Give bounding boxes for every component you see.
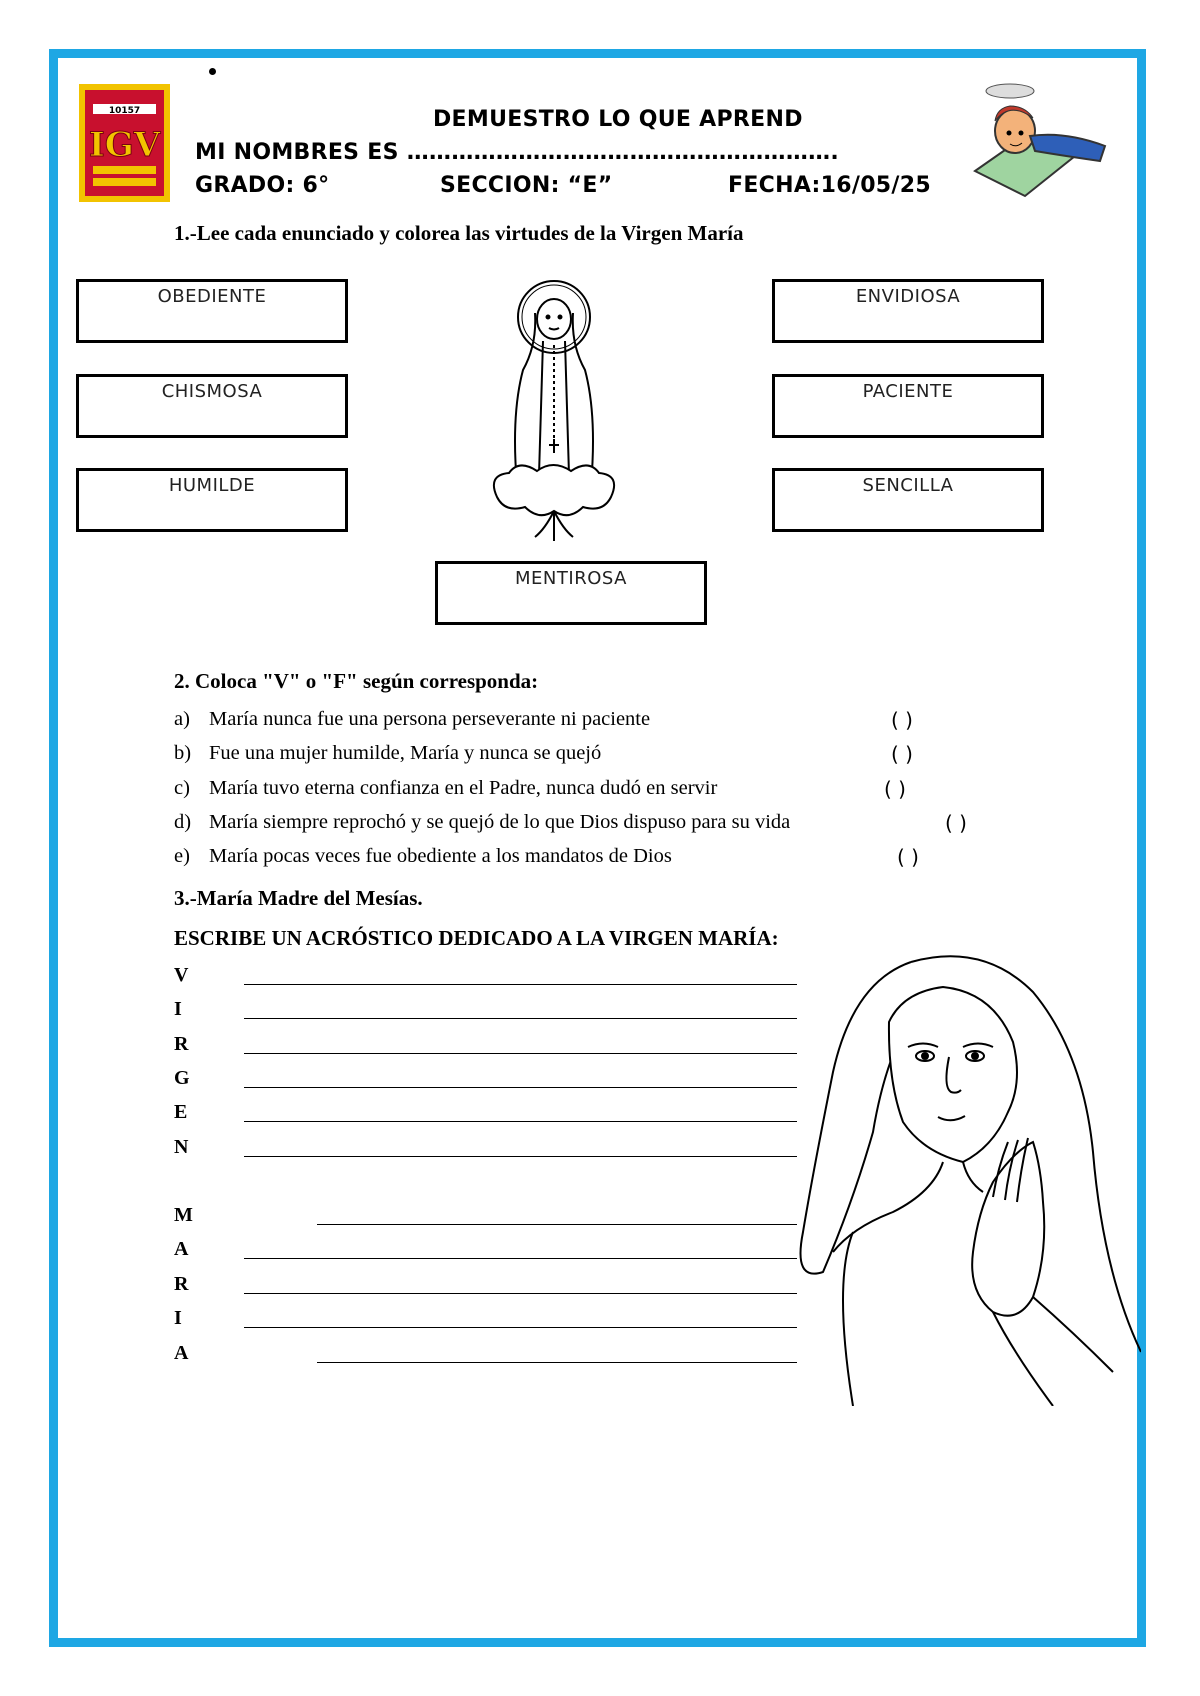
acrostic-line[interactable] (317, 1224, 797, 1225)
acrostic-line[interactable] (244, 1156, 797, 1157)
acrostic-line[interactable] (244, 1258, 797, 1259)
logo-text: IGV (88, 125, 161, 165)
question-3-title: 3.-María Madre del Mesías. (174, 886, 423, 910)
vf-letter: e) (174, 845, 190, 867)
acrostic-line[interactable] (317, 1362, 797, 1363)
virgin-mary-illustration (483, 275, 625, 547)
logo-number: 10157 (108, 106, 141, 116)
acrostic-letter: A (174, 1238, 189, 1260)
vf-letter: c) (174, 777, 190, 799)
vf-letter: b) (174, 742, 192, 764)
vf-statement: María nunca fue una persona perseverante ni paciente (209, 708, 651, 730)
vf-statement: María tuvo eterna confianza en el Padre, nunca dudó en servir (209, 777, 718, 799)
virtue-box-paciente[interactable]: PACIENTE (772, 374, 1044, 438)
acrostic-line[interactable] (244, 1121, 797, 1122)
name-field[interactable]: MI NOMBRES ES …………………………………………………. (195, 140, 840, 165)
virtue-box-humilde[interactable]: HUMILDE (76, 468, 348, 532)
virtue-box-obediente[interactable]: OBEDIENTE (76, 279, 348, 343)
question-1-title: 1.-Lee cada enunciado y colorea las virtudes de la Virgen María (174, 221, 744, 245)
acrostic-line[interactable] (244, 1087, 797, 1088)
vf-answer-box[interactable]: ( ) (891, 742, 913, 766)
page-title: DEMUESTRO LO QUE APREND (433, 107, 803, 132)
vf-answer-box[interactable]: ( ) (884, 777, 906, 801)
acrostic-letter: A (174, 1342, 189, 1364)
boy-reading-illustration (955, 76, 1107, 208)
acrostic-line[interactable] (244, 984, 797, 985)
acrostic-letter: N (174, 1136, 189, 1158)
vf-statement: Fue una mujer humilde, María y nunca se quejó (209, 742, 602, 764)
praying-virgin-illustration (793, 952, 1141, 1406)
virtue-box-chismosa[interactable]: CHISMOSA (76, 374, 348, 438)
acrostic-line[interactable] (244, 1327, 797, 1328)
bullet-dot (209, 68, 216, 75)
acrostic-letter: G (174, 1067, 190, 1089)
vf-answer-box[interactable]: ( ) (945, 811, 967, 835)
vf-statement: María pocas veces fue obediente a los mandatos de Dios (209, 845, 672, 867)
vf-letter: a) (174, 708, 190, 730)
vf-answer-box[interactable]: ( ) (891, 708, 913, 732)
date-label: FECHA:16/05/25 (728, 173, 931, 198)
vf-letter: d) (174, 811, 192, 833)
acrostic-letter: E (174, 1101, 188, 1123)
acrostic-line[interactable] (244, 1053, 797, 1054)
acrostic-instruction: ESCRIBE UN ACRÓSTICO DEDICADO A LA VIRGEN MARÍA: (174, 926, 779, 950)
acrostic-letter: R (174, 1273, 189, 1295)
vf-statement: María siempre reprochó y se quejó de lo que Dios dispuso para su vida (209, 811, 791, 833)
grade-label: GRADO: 6° (195, 173, 330, 198)
question-2-title: 2. Coloca "V" o "F" según corresponda: (174, 669, 539, 693)
acrostic-line[interactable] (244, 1293, 797, 1294)
acrostic-letter: V (174, 964, 189, 986)
acrostic-line[interactable] (244, 1018, 797, 1019)
acrostic-letter: R (174, 1033, 189, 1055)
vf-answer-box[interactable]: ( ) (897, 845, 919, 869)
acrostic-letter: I (174, 998, 182, 1020)
section-label: SECCION: “E” (440, 173, 613, 198)
virtue-box-envidiosa[interactable]: ENVIDIOSA (772, 279, 1044, 343)
virtue-box-sencilla[interactable]: SENCILLA (772, 468, 1044, 532)
school-logo (79, 84, 170, 202)
acrostic-letter: I (174, 1307, 182, 1329)
acrostic-letter: M (174, 1204, 193, 1226)
virtue-box-mentirosa[interactable]: MENTIROSA (435, 561, 707, 625)
